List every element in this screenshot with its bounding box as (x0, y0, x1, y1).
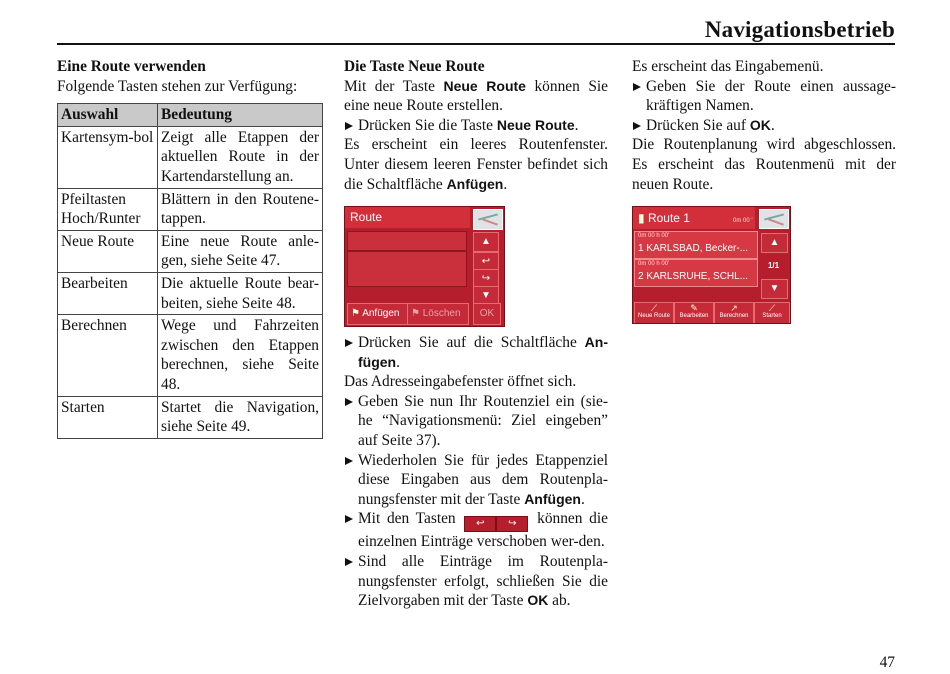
column-middle-continued (344, 333, 608, 611)
column-right (632, 57, 896, 194)
key-label: An-fügen (358, 334, 608, 370)
instruction-bullet: Drücken Sie auf OK. (632, 116, 896, 136)
keys-table (57, 103, 323, 439)
route-menu-screenshot (632, 206, 791, 324)
route-stage-row: 0m 00 h 00' 1 KARLSBAD, Becker-... (634, 231, 758, 259)
route-window-title: Route (345, 207, 470, 228)
table-row (58, 188, 323, 230)
instruction-bullet: Geben Sie nun Ihr Routenziel ein (sie-he “Navigationsmenü: Ziel eingeben” auf Seite 37). (344, 392, 608, 451)
table-cell: Neue Route (58, 230, 158, 272)
route-empty-area (347, 251, 467, 287)
key-label: Neue Route (443, 77, 526, 94)
table-cell: Starten (58, 396, 158, 438)
paragraph: Es erscheint ein leeres Routenfenster. Unter diesem leeren Fenster befindet sich die Schaltfläche Anfügen. (344, 136, 608, 193)
key-label: Anfügen (524, 490, 581, 507)
move-right-icon: ↪ (496, 516, 528, 532)
page-header-title: Navigationsbetrieb (704, 17, 895, 42)
instruction-bullet: Wiederholen Sie für jedes Etappenziel diese Eingaben aus dem Routenpla-nungsfenster mit der Taste Anfügen. (344, 451, 608, 510)
table-header-cell: Auswahl (58, 104, 158, 127)
table-row (58, 230, 323, 272)
move-buttons-icon (464, 512, 528, 532)
key-label: Anfügen (446, 175, 504, 192)
route-window-screenshot (344, 206, 505, 327)
paragraph: Mit der Taste Neue Route können Sie eine neue Route erstellen. (344, 77, 608, 115)
new-route-button: ⟋ Neue Route (634, 302, 674, 324)
edit-button: ✎ Bearbeiten (674, 302, 714, 324)
section-heading: Die Taste Neue Route (344, 58, 485, 75)
table-cell: Blättern in den Routene-tappen. (158, 188, 323, 230)
column-middle (344, 57, 608, 194)
table-cell: Startet die Navigation, siehe Seite 49. (158, 396, 323, 438)
move-left-icon: ↩ (473, 252, 499, 272)
route-empty-row (347, 231, 467, 251)
table-row (58, 315, 323, 396)
move-right-icon: ↪ (473, 269, 499, 289)
route-stage-row: 0m 00 h 00' 2 KARLSRUHE, SCHL... (634, 259, 758, 287)
map-thumbnail-icon (473, 209, 503, 230)
route-menu-title: ▮ Route 1 (633, 207, 755, 229)
key-label: OK (749, 116, 771, 133)
column-left (57, 57, 323, 439)
instruction-bullet: Geben Sie der Route einen aussage-kräftigen Namen. (632, 77, 896, 116)
key-label: OK (527, 592, 549, 609)
move-left-icon: ↩ (464, 516, 496, 532)
table-cell: Wege und Fahrzeiten zwischen den Etappen berechnen, siehe Seite 48. (158, 315, 323, 396)
key-label: Neue Route (496, 116, 575, 133)
page-number: 47 (879, 654, 895, 671)
table-cell: Eine neue Route anle-gen, siehe Seite 47. (158, 230, 323, 272)
map-thumbnail-icon (759, 209, 789, 229)
table-row (58, 272, 323, 314)
table-cell: Pfeiltasten Hoch/Runter (58, 188, 158, 230)
route-total-time: 0m 00 ' (733, 218, 753, 224)
instruction-bullet: Drücken Sie auf die Schaltfläche An-fügen. (344, 333, 608, 372)
table-header-cell: Bedeutung (158, 104, 323, 127)
instruction-bullet: Drücken Sie die Taste Neue Route. (344, 116, 608, 136)
table-cell: Bearbeiten (58, 272, 158, 314)
add-button: ⚑ Anfügen (347, 303, 408, 325)
page-indicator: 1/1 (767, 261, 780, 270)
section-heading: Eine Route verwenden (57, 58, 206, 75)
instruction-bullet: Mit den Tasten ↩ ↪ können die einzelnen Einträge verschoben wer-den. (344, 509, 608, 552)
instruction-bullet: Sind alle Einträge im Routenpla-nungsfenster erfolgt, schließen Sie die Zielvorgaben mit der Taste OK ab. (344, 552, 608, 611)
delete-button: ⚑ Löschen (407, 303, 469, 325)
calculate-button: ↗ Berechnen (714, 302, 754, 324)
table-header-row (58, 104, 323, 127)
paragraph: Es erscheint das Eingabemenü. (632, 58, 824, 75)
table-cell: Kartensym-bol (58, 126, 158, 188)
table-cell: Berechnen (58, 315, 158, 396)
intro-text: Folgende Tasten stehen zur Verfügung: (57, 77, 298, 95)
header-divider (57, 43, 895, 45)
start-button: ⟋ Starten (754, 302, 790, 324)
table-cell: Zeigt alle Etappen der aktuellen Route in der Kartendarstellung an. (158, 126, 323, 188)
table-cell: Die aktuelle Route bear-beiten, siehe Seite 48. (158, 272, 323, 314)
paragraph: Die Routenplanung wird abgeschlossen. Es erscheint das Routenmenü mit der neuen Route. (632, 136, 896, 193)
arrow-up-icon: ▲ (761, 233, 788, 253)
arrow-up-icon: ▲ (473, 232, 499, 252)
paragraph: Das Adresseingabefenster öffnet sich. (344, 373, 577, 391)
arrow-down-icon: ▼ (761, 279, 788, 299)
ok-button: OK (473, 303, 501, 325)
table-row (58, 396, 323, 438)
arrow-down-icon: ▼ (473, 286, 499, 306)
table-row (58, 126, 323, 188)
